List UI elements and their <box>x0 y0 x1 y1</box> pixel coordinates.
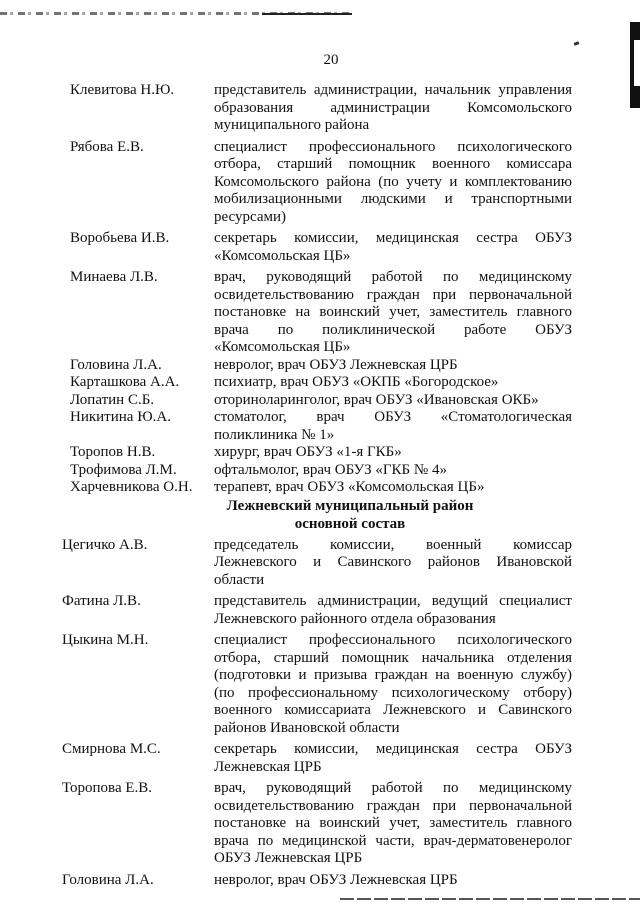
member-role: специалист профессионального психологического отбора, старший помощник военного комиссара Комсомольского района (по учету и комплектованию мобилизационными людскими и транспортными ресурсами) <box>214 138 572 225</box>
member-role: специалист профессионального психологического отбора, старший помощник начальника отделения (подготовки и призыва граждан на военную службу) (по профессиональному психологическому отбору) военного комиссариата Лежневского и Савинского районов Ивановской области <box>214 632 572 736</box>
member-name: Харчевникова О.Н. <box>70 479 193 495</box>
member-role: секретарь комиссии, медицинская сестра ОБУЗ «Комсомольская ЦБ» <box>214 230 572 264</box>
member-role: врач, руководящий работой по медицинскому освидетельствованию граждан при первоначальной постановке на воинский учет, заместитель главного врача по поликлинической работе ОБУЗ «Комсомольская ЦБ» <box>214 269 572 355</box>
member-row <box>0 872 640 890</box>
member-name: Клевитова Н.Ю. <box>70 82 175 98</box>
member-role: врач, руководящий работой по медицинскому освидетельствованию граждан при первоначальной постановке на воинский учет, заместитель главного врача по медицинской части, врач-дерматовенеролог ОБУЗ Лежневская ЦРБ <box>214 780 572 866</box>
member-name: Смирнова М.С. <box>62 741 161 757</box>
member-role: секретарь комиссии, медицинская сестра ОБУЗ Лежневская ЦРБ <box>214 741 572 775</box>
scan-artifact-bottom <box>340 898 640 900</box>
member-row <box>0 269 640 357</box>
member-row <box>0 479 640 497</box>
member-row <box>0 444 640 462</box>
scan-artifact-top-line <box>262 13 352 15</box>
member-role: психиатр, врач ОБУЗ «ОКПБ «Богородское» <box>214 374 499 390</box>
member-role: представитель администрации, ведущий специалист Лежневского районного отдела образования <box>214 593 572 627</box>
member-name: Головина Л.А. <box>70 356 162 373</box>
member-row <box>0 537 640 590</box>
member-row <box>0 409 640 444</box>
member-row <box>0 357 640 375</box>
page-number: 20 <box>323 52 339 68</box>
document-body <box>0 82 640 889</box>
member-role: невролог, врач ОБУЗ Лежневская ЦРБ <box>214 871 458 888</box>
member-row <box>0 374 640 392</box>
member-role: терапевт, врач ОБУЗ «Комсомольская ЦБ» <box>214 479 485 495</box>
member-name: Торопов Н.В. <box>70 444 156 460</box>
scan-artifact-right-gap <box>634 40 640 86</box>
member-row <box>0 82 640 135</box>
scan-artifact-mark <box>574 41 580 46</box>
member-role: председатель комиссии, военный комиссар Лежневского и Савинского районов Ивановской области <box>214 536 572 588</box>
member-row <box>0 780 640 868</box>
section-subtitle: основной состав <box>294 515 406 532</box>
member-row <box>0 741 640 776</box>
member-role: невролог, врач ОБУЗ Лежневская ЦРБ <box>214 356 458 373</box>
member-name: Торопова Е.В. <box>62 780 153 796</box>
member-row <box>0 139 640 227</box>
member-row <box>0 230 640 265</box>
member-row <box>0 392 640 410</box>
member-name: Цегичко А.В. <box>62 536 148 553</box>
member-name: Фатина Л.В. <box>62 593 141 609</box>
section-title: Лежневский муниципальный район <box>226 497 474 514</box>
member-name: Карташкова А.А. <box>70 374 180 390</box>
member-name: Минаева Л.В. <box>70 269 158 285</box>
member-role: представитель администрации, начальник управления образования администрации Комсомольского муниципального района <box>214 82 572 133</box>
member-name: Трофимова Л.М. <box>70 461 177 478</box>
member-role: хирург, врач ОБУЗ «1-я ГКБ» <box>214 444 402 460</box>
member-role: офтальмолог, врач ОБУЗ «ГКБ № 4» <box>214 461 447 478</box>
member-role: оториноларинголог, врач ОБУЗ «Ивановская ОКБ» <box>214 391 539 408</box>
member-name: Никитина Ю.А. <box>70 409 171 425</box>
member-name: Воробьева И.В. <box>70 230 170 246</box>
member-name: Рябова Е.В. <box>70 138 144 155</box>
member-row <box>0 632 640 737</box>
member-row <box>0 593 640 628</box>
member-name: Лопатин С.Б. <box>70 391 155 408</box>
member-name: Головина Л.А. <box>62 871 154 888</box>
member-row <box>0 462 640 480</box>
member-role: стоматолог, врач ОБУЗ «Стоматологическая поликлиника № 1» <box>214 409 572 443</box>
member-name: Цыкина М.Н. <box>62 632 149 648</box>
